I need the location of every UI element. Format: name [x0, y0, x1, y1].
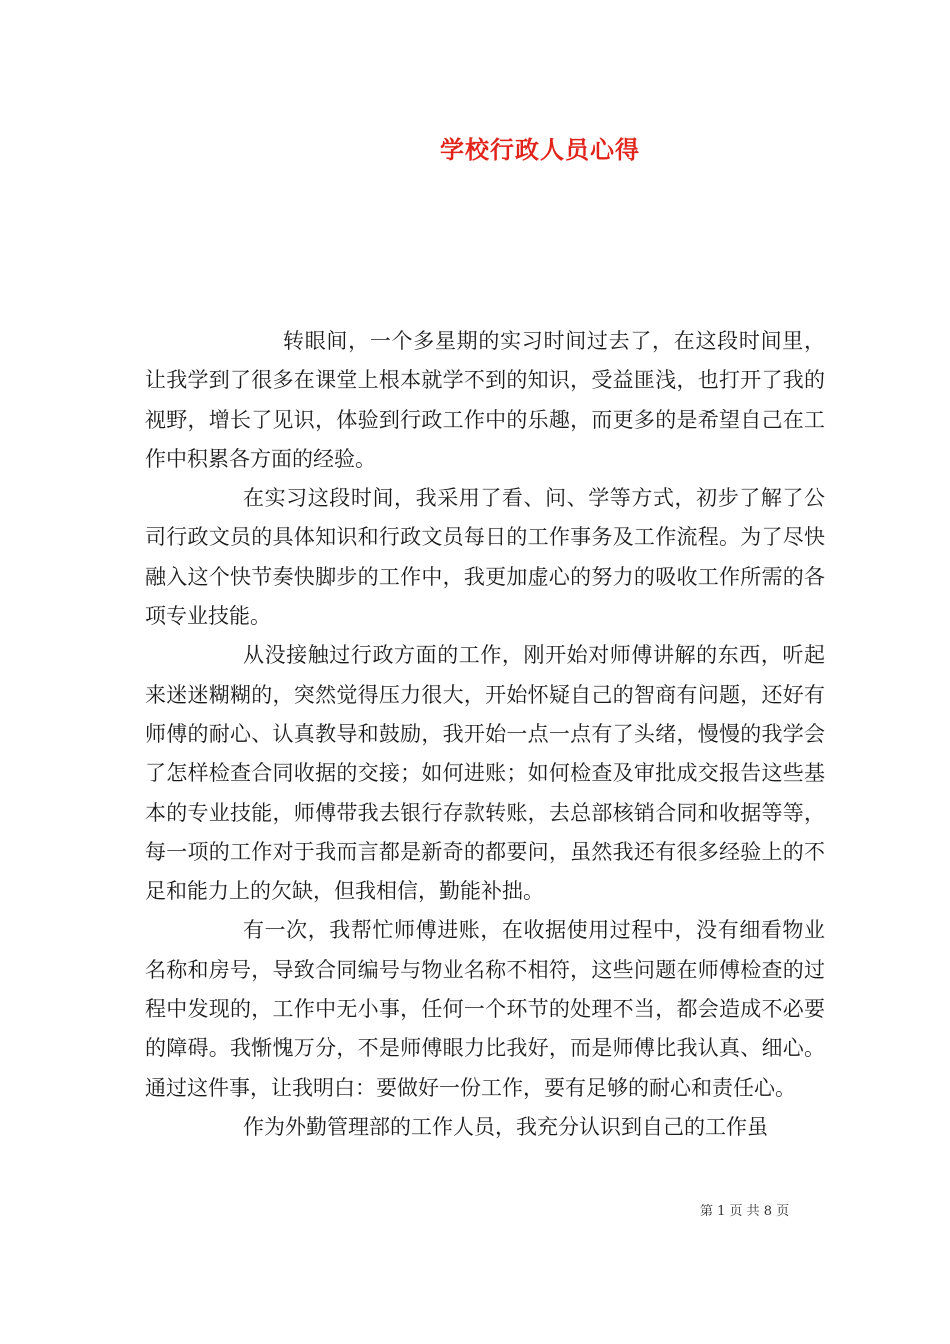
page-number-footer: 第 1 页 共 8 页: [700, 1204, 790, 1219]
paragraph: 有一次，我帮忙师傅进账，在收据使用过程中，没有细看物业名称和房号，导致合同编号与物业名称不相符，这些问题在师傅检查的过程中发现的，工作中无小事，任何一个环节的处理不当，都会造成不必要的障碍。我惭愧万分，不是师傅眼力比我好，而是师傅比我认真、细心。通过这件事，让我明白：要做好一份工作，要有足够的耐心和责任心。: [145, 918, 825, 1100]
paragraph: 作为外勤管理部的工作人员，我充分认识到自己的工作虽: [243, 1114, 768, 1139]
paragraph: 从没接触过行政方面的工作，刚开始对师傅讲解的东西，听起来迷迷糊糊的，突然觉得压力很大，开始怀疑自己的智商有问题，还好有师傅的耐心、认真教导和鼓励，我开始一点一点有了头绪，慢慢的我学会了怎样检查合同收据的交接；如何进账；如何检查及审批成交报告这些基本的专业技能，师傅带我去银行存款转账，去总部核销合同和收据等等，每一项的工作对于我而言都是新奇的都要问，虽然我还有很多经验上的不足和能力上的欠缺，但我相信，勤能补拙。: [145, 643, 825, 904]
page-title: 学校行政人员心得: [440, 135, 640, 164]
paragraph: 在实习这段时间，我采用了看、问、学等方式，初步了解了公司行政文员的具体知识和行政文员每日的工作事务及工作流程。为了尽快融入这个快节奏快脚步的工作中，我更加虚心的努力的吸收工作所需的各项专业技能。: [145, 486, 825, 629]
paragraph: 转眼间，一个多星期的实习时间过去了，在这段时间里，让我学到了很多在课堂上根本就学不到的知识，受益匪浅，也打开了我的视野，增长了见识，体验到行政工作中的乐趣，而更多的是希望自己在工作中积累各方面的经验。: [145, 329, 825, 471]
document-body: [145, 322, 825, 1147]
